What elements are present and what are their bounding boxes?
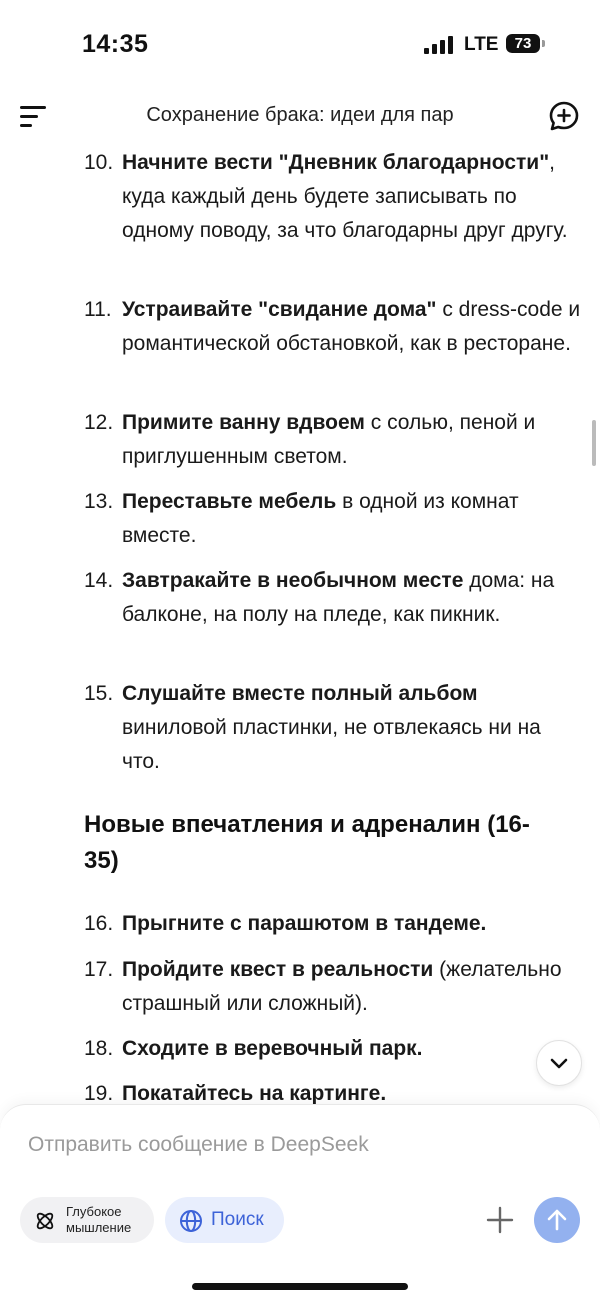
list-item (84, 406, 584, 474)
item-text: в одной из комнат вместе. (122, 490, 519, 547)
plus-icon (484, 1204, 516, 1236)
chat-header (0, 90, 600, 142)
item-text: дома: на балконе, на полу на пледе, как пикник. (122, 569, 555, 626)
item-bold: Прыгните с парашютом в тандеме. (122, 912, 487, 935)
deep-think-label (66, 1204, 131, 1236)
status-bar (0, 0, 600, 90)
item-number: 16. (84, 912, 114, 935)
scrollbar[interactable] (592, 420, 596, 466)
deep-think-label-line1: Глубокое (66, 1204, 122, 1219)
new-chat-icon[interactable] (548, 100, 580, 132)
item-text: виниловой пластинки, не отвлекаясь ни на что. (122, 716, 541, 773)
item-bold: Пройдите квест в реальности (122, 958, 434, 981)
item-number: 15. (84, 682, 114, 705)
network-label: LTE (464, 34, 499, 55)
list-item (84, 1077, 584, 1104)
item-text: с солью, пеной и приглушенным светом. (122, 411, 536, 468)
message-content (0, 142, 600, 1104)
search-button[interactable] (165, 1197, 284, 1243)
list-item (84, 564, 584, 632)
item-number: 18. (84, 1037, 114, 1060)
chat-title: Сохранение брака: идеи для пар (146, 104, 454, 126)
atom-icon (34, 1210, 56, 1232)
item-bold: Слушайте вместе полный альбом (122, 682, 478, 705)
list-item (84, 485, 584, 553)
item-bold: Завтракайте в необычном месте (122, 569, 464, 592)
signal-icon (424, 36, 454, 54)
arrow-up-icon (546, 1208, 568, 1232)
battery-icon: 73 (506, 34, 540, 53)
list-item (84, 677, 584, 779)
list-item (84, 953, 584, 1021)
item-bold: Устраивайте "свидание дома" (122, 298, 437, 321)
item-number: 11. (84, 298, 112, 321)
home-indicator[interactable] (192, 1283, 408, 1290)
list-item (84, 907, 584, 941)
item-text: (желательно страшный или сложный). (122, 958, 562, 1015)
send-button[interactable] (534, 1197, 580, 1243)
item-bold: Сходите в веревочный парк. (122, 1037, 423, 1060)
list-item (84, 1032, 584, 1066)
item-bold: Переставьте мебель (122, 490, 337, 513)
item-number: 17. (84, 958, 114, 981)
list-item (84, 146, 584, 248)
item-number: 12. (84, 411, 114, 434)
item-text: , куда каждый день будете записывать по одному поводу, за что благодарны друг другу. (122, 151, 568, 242)
item-number: 14. (84, 569, 114, 592)
item-number: 19. (84, 1082, 114, 1104)
item-bold: Примите ванну вдвоем (122, 411, 365, 434)
item-bold: Начните вести "Дневник благодарности" (122, 151, 550, 174)
battery-tip (542, 40, 545, 47)
list-item (84, 293, 584, 361)
message-input[interactable]: Отправить сообщение в DeepSeek (28, 1133, 369, 1156)
section-heading: Новые впечатления и адреналин (16-35) (84, 811, 530, 874)
status-time: 14:35 (82, 30, 149, 58)
deep-think-button[interactable] (20, 1197, 154, 1243)
globe-icon (179, 1209, 203, 1233)
scroll-down-button[interactable] (536, 1040, 582, 1086)
message-composer (0, 1104, 600, 1304)
deep-think-label-line2: мышление (66, 1220, 132, 1235)
chevron-down-icon (549, 1054, 569, 1072)
item-number: 13. (84, 490, 114, 513)
search-label: Поиск (211, 1209, 264, 1230)
item-number: 10. (84, 151, 114, 174)
attach-button[interactable] (484, 1204, 516, 1236)
item-bold: Покатайтесь на картинге. (122, 1082, 387, 1104)
item-text: с dress-code и романтической обстановкой, как в ресторане. (122, 298, 581, 355)
